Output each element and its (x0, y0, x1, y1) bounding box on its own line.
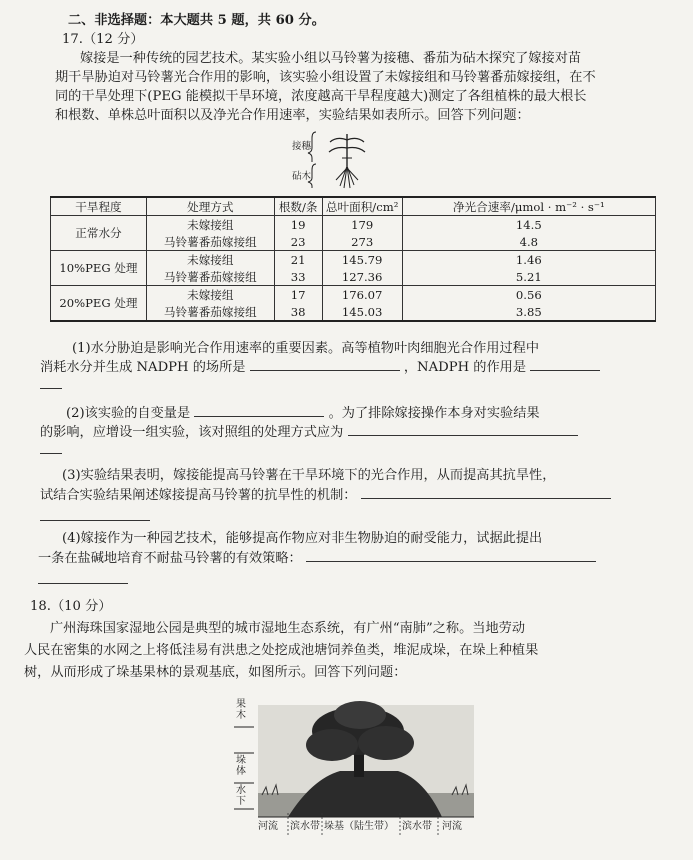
rate-cell: 14.5 (402, 216, 655, 234)
roots-cell: 17 (274, 286, 322, 304)
zone-dike-base: 垛基（陆生带） (324, 821, 394, 832)
group-cell: 正常水分 (51, 216, 147, 251)
grafted-plant-figure (282, 128, 392, 190)
answer-blank[interactable] (40, 508, 150, 521)
section-heading: 二、非选择题：本大题共 5 题，共 60 分。 (68, 13, 325, 28)
q17-subq1-text-b: ，NADPH 的作用是 (403, 360, 527, 375)
results-table (50, 196, 656, 322)
col-header-drought: 干旱程度 (51, 197, 147, 216)
rate-cell: 0.56 (402, 286, 655, 304)
q17-intro-line-4: 和根数、单株总叶面积以及净光合作用速率，实验结果如表所示。回答下列问题： (55, 108, 530, 123)
q17-subq4-text-a: 一条在盐碱地培育不耐盐马铃薯的有效策略： (38, 551, 302, 566)
q17-intro-line-1: 嫁接是一种传统的园艺技术。某实验小组以马铃薯为接穗、番茄为砧木探究了嫁接对苗 (80, 51, 582, 66)
q17-subq1-text-a: 消耗水分并生成 NADPH 的场所是 (40, 360, 246, 375)
treatment-cell: 未嫁接组 (146, 286, 274, 304)
roots-cell: 23 (274, 233, 322, 251)
q17-subq1-line-3 (40, 376, 62, 395)
col-header-roots: 根数/条 (274, 197, 322, 216)
q17-subq2-line-2 (40, 423, 578, 442)
q18-intro-line-1: 广州海珠国家湿地公园是典型的城市湿地生态系统，有广州“南肺”之称。当地劳动 (50, 621, 526, 636)
answer-blank[interactable] (306, 549, 596, 562)
label-dike-body: 垛体 (236, 755, 246, 777)
q17-intro-line-2: 期干旱胁迫对马铃薯光合作用的影响，该实验小组设置了未嫁接组和马铃薯番茄嫁接组，在不 (55, 70, 596, 85)
q17-subq1-line-2 (40, 358, 600, 377)
answer-blank[interactable] (361, 486, 611, 499)
rate-cell: 3.85 (402, 303, 655, 321)
q17-subq2-text-b: 。为了排除嫁接操作本身对实验结果 (328, 406, 540, 421)
roots-cell: 19 (274, 216, 322, 234)
rate-cell: 5.21 (402, 268, 655, 286)
label-underwater: 水下 (236, 785, 246, 807)
scion-label: 接穗 (292, 141, 312, 152)
q18-number: 18.（10 分） (30, 599, 112, 614)
treatment-cell: 马铃薯番茄嫁接组 (146, 268, 274, 286)
area-cell: 179 (322, 216, 402, 234)
treatment-cell: 马铃薯番茄嫁接组 (146, 303, 274, 321)
col-header-photosynthesis-rate: 净光合速率/μmol · m⁻² · s⁻¹ (402, 197, 655, 216)
q17-intro-line-3: 同的干旱处理下(PEG 能模拟干旱环境，浓度越高干旱程度越大)测定了各组植株的最大根长 (55, 89, 587, 104)
zone-waterside-right: 滨水带 (402, 821, 432, 832)
answer-blank[interactable] (530, 358, 600, 371)
q17-subq2-text-c: 的影响，应增设一组实验，该对照组的处理方式应为 (40, 425, 344, 440)
dike-orchard-figure (228, 697, 478, 847)
q17-subq3-line-3 (40, 508, 150, 527)
answer-blank[interactable] (38, 571, 128, 584)
col-header-treatment: 处理方式 (146, 197, 274, 216)
treatment-cell: 未嫁接组 (146, 216, 274, 234)
q18-intro-line-2: 人民在密集的水网之上将低洼易有洪患之处挖成池塘饲养鱼类，堆泥成垛，在垛上种植果 (24, 643, 539, 658)
table-header-row (51, 197, 656, 216)
answer-blank[interactable] (250, 358, 400, 371)
rate-cell: 4.8 (402, 233, 655, 251)
plant-drawing (282, 128, 392, 190)
q17-subq3-line-1: (3)实验结果表明，嫁接能提高马铃薯在干旱环境下的光合作用，从而提高其抗旱性， (62, 468, 556, 483)
table-row (51, 286, 656, 304)
group-cell: 10%PEG 处理 (51, 251, 147, 286)
group-cell: 20%PEG 处理 (51, 286, 147, 322)
area-cell: 145.79 (322, 251, 402, 269)
roots-cell: 33 (274, 268, 322, 286)
label-fruit-tree: 果木 (236, 699, 246, 721)
answer-blank[interactable] (40, 376, 62, 389)
rootstock-label: 砧木 (292, 171, 312, 182)
q17-number: 17.（12 分） (62, 32, 144, 47)
treatment-cell: 马铃薯番茄嫁接组 (146, 233, 274, 251)
area-cell: 273 (322, 233, 402, 251)
zone-river-right: 河流 (442, 821, 462, 832)
col-header-leaf-area: 总叶面积/cm² (322, 197, 402, 216)
roots-cell: 21 (274, 251, 322, 269)
rate-cell: 1.46 (402, 251, 655, 269)
table-row (51, 251, 656, 269)
q17-subq4-line-3 (38, 571, 128, 590)
roots-cell: 38 (274, 303, 322, 321)
q17-subq1-line-1: (1)水分胁迫是影响光合作用速率的重要因素。高等植物叶肉细胞光合作用过程中 (72, 341, 540, 356)
q17-subq4-line-2 (38, 549, 596, 568)
area-cell: 176.07 (322, 286, 402, 304)
area-cell: 145.03 (322, 303, 402, 321)
answer-blank[interactable] (40, 441, 62, 454)
answer-blank[interactable] (348, 423, 578, 436)
q17-subq2-line-1 (66, 404, 540, 423)
q17-subq2-text-a: (2)该实验的自变量是 (66, 406, 191, 421)
q17-subq3-text-a: 试结合实验结果阐述嫁接提高马铃薯的抗旱性的机制： (40, 488, 357, 503)
table-row (51, 216, 656, 234)
zone-waterside-left: 滨水带 (290, 821, 320, 832)
area-cell: 127.36 (322, 268, 402, 286)
q18-intro-line-3: 树，从而形成了垛基果林的景观基底，如图所示。回答下列问题： (24, 665, 407, 680)
zone-river-left: 河流 (258, 821, 278, 832)
q17-subq2-line-3 (40, 441, 62, 460)
answer-blank[interactable] (194, 404, 324, 417)
q17-subq3-line-2 (40, 486, 611, 505)
treatment-cell: 未嫁接组 (146, 251, 274, 269)
q17-subq4-line-1: (4)嫁接作为一种园艺技术，能够提高作物应对非生物胁迫的耐受能力，试据此提出 (62, 531, 543, 546)
